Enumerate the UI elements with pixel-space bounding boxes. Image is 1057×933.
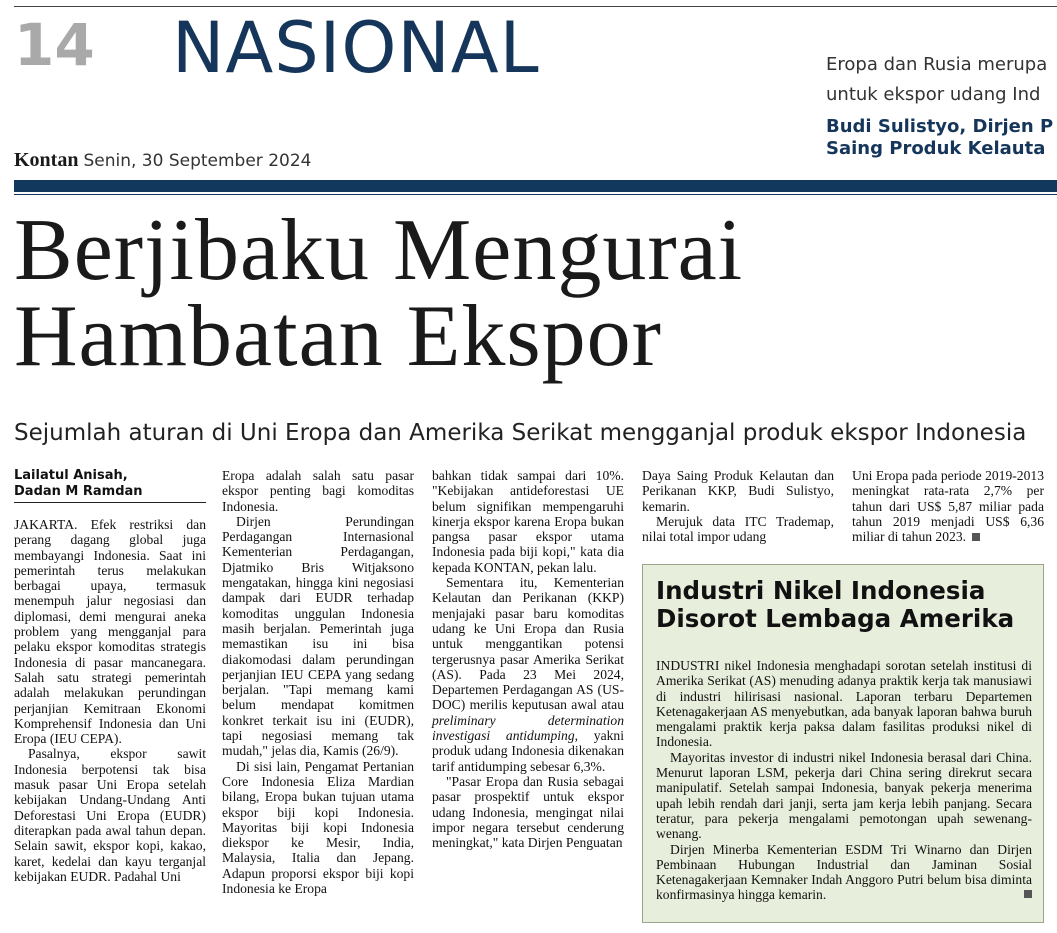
paragraph: Merujuk data ITC Trademap, nilai total impor udang — [642, 513, 834, 545]
teaser-attribution-line: Budi Sulistyo, Dirjen P — [826, 116, 1054, 137]
paragraph: Pasalnya, ekspor sawit Indonesia berpotensi tak bisa masuk pasar Uni Eropa setelah kebijakan Undang-Undang Anti Deforestasi Uni Eropa (EUDR) diterapkan pada awal tahun depan. Selain sawit, ekspor kopi, kakao, karet, kedelai dan kayu terganjal kebijakan EUDR. Padahal Uni — [14, 746, 206, 884]
brand-name: Kontan — [14, 149, 79, 171]
paragraph: Daya Saing Produk Kelautan dan Perikanan KKP, Budi Sulistyo, kemarin. — [642, 468, 834, 514]
teaser-attribution-line: Saing Produk Kelauta — [826, 138, 1046, 159]
page-number: 14 — [14, 11, 95, 79]
author-name: Lailatul Anisah, — [14, 468, 128, 483]
article-column-1 — [14, 468, 206, 884]
header-bar-thin — [14, 194, 1057, 195]
paragraph: bahkan tidak sampai dari 10%. "Kebijakan antideforestasi UE belum signifikan mempengaruhi kinerja ekspor karena Eropa bukan pangsa pasar ekspor utama Indonesia pada biji kopi," kata dia kepada KONTAN, pekan lalu. — [432, 468, 624, 575]
teaser — [826, 50, 1057, 160]
sidebar-title — [656, 577, 1014, 633]
paragraph-text: yakni produk udang Indonesia dikenakan tarif antidumping sebesar 6,3%. — [432, 728, 624, 774]
subheadline: Sejumlah aturan di Uni Eropa dan Amerika Serikat mengganjal produk ekspor Indonesia — [14, 420, 1027, 446]
sidebar-title-line: Disorot Lembaga Amerika — [656, 604, 1015, 633]
sidebar-box — [642, 564, 1044, 923]
article-column-3 — [432, 468, 624, 850]
article-column-2 — [222, 468, 414, 896]
paragraph: Mayoritas investor di industri nikel Indonesia berasal dari China. Menurut laporan LSM, pekerja dari China sering direkrut secara manipulatif. Setelah sampai Indonesia, banyak pekerja menerima upah lebih rendah dari janji, serta jam kerja lebih panjang. Secara teratur, para pekerja mengalami pemotongan upah sewenang-wenang. — [656, 749, 1032, 842]
masthead — [14, 147, 311, 174]
header-bar — [14, 180, 1057, 192]
teaser-quote-line: untuk ekspor udang Ind — [826, 84, 1041, 105]
end-mark-icon — [1024, 890, 1032, 898]
byline — [14, 468, 206, 503]
paragraph-text: Sementara itu, Kementerian Kelautan dan Perikanan (KKP) menjajaki pasar baru komoditas udang ke Uni Eropa dan Rusia untuk menggantikan potensi tergerusnya pasar Amerika Serikat (AS). Pada 23 Mei 2024, Departemen Perdagangan AS (US-DOC) merilis keputusan awal atau — [432, 575, 624, 713]
paragraph: "Pasar Eropa dan Rusia sebagai pasar prospektif untuk ekspor udang Indonesia, mengingat nilai impor negara tersebut cenderung meningkat," kata Dirjen Penguatan — [432, 773, 624, 851]
paragraph — [432, 575, 624, 774]
teaser-quote-line: Eropa dan Rusia merupa — [826, 54, 1048, 75]
paragraph — [852, 468, 1044, 544]
article-column-4 — [642, 468, 834, 544]
paragraph — [656, 842, 1032, 903]
paragraph: INDUSTRI nikel Indonesia menghadapi sorotan setelah institusi di Amerika Serikat (AS) menuding adanya praktik kerja tak manusiawi di industri hilirisasi nasional. Laporan terbaru Departemen Ketenagakerjaan AS menyebutkan, ada banyak laporan bahwa buruh mengalami praktik kerja paksa dalam fasilitas produksi nikel di Indonesia. — [656, 658, 1032, 750]
headline — [14, 202, 744, 385]
section-title: NASIONAL — [172, 7, 540, 89]
end-mark-icon — [972, 533, 980, 541]
paragraph-text: Dirjen Minerba Kementerian ESDM Tri Winarno dan Dirjen Pembinaan Hubungan Industrial dan Jaminan Sosial Ketenagakerjaan Kemnaker Indah Anggoro Putri belum bisa diminta konfirmasinya hingga kemarin. — [656, 841, 1032, 903]
headline-line: Berjibaku Mengurai — [14, 202, 744, 299]
paragraph: JAKARTA. Efek restriksi dan perang dagang global juga membayangi Indonesia. Saat ini pemerintah terus melakukan berbagai upaya, termasuk menempuh jalur negosiasi dan diplomasi, demi mengurai aneka problem yang mengganjal para pelaku ekspor komoditas strategis Indonesia di pasar mancanegara. Salah satu strategi pemerintah adalah melakukan perundingan perjanjian Kemitraan Ekonomi Komprehensif Indonesia dan Uni Eropa (IEU CEPA). — [14, 517, 206, 747]
paragraph: Di sisi lain, Pengamat Pertanian Core Indonesia Eliza Mardian bilang, Eropa bukan tujuan utama ekspor biji kopi Indonesia. Mayoritas biji kopi Indonesia diekspor ke Mesir, India, Malaysia, Italia dan Jepang. Adapun proporsi ekspor biji kopi Indonesia ke Eropa — [222, 758, 414, 897]
paragraph-text: Uni Eropa pada periode 2019-2013 meningkat rata-rata 2,7% per tahun dari US$ 5,87 miliar pada tahun 2019 menjadi US$ 6,36 miliar di tahun 2023. — [852, 468, 1044, 545]
sidebar-title-line: Industri Nikel Indonesia — [656, 576, 986, 605]
article-column-5 — [852, 468, 1044, 544]
paragraph: Eropa adalah salah satu pasar ekspor penting bagi komoditas Indonesia. — [222, 468, 414, 514]
headline-line: Hambatan Ekspor — [14, 288, 662, 385]
issue-date: Senin, 30 September 2024 — [83, 151, 312, 171]
author-name: Dadan M Ramdan — [14, 484, 143, 499]
paragraph: Dirjen Perundingan Perdagangan Internasional Kementerian Perdagangan, Djatmiko Bris Witjaksono mengatakan, hingga kini negosiasi dampak dari EUDR terhadap komoditas unggulan Indonesia masih berjalan. Pemerintah juga memastikan isu ini bisa diakomodasi dalam perundingan perjanjian IEU CEPA yang sedang berjalan. "Tapi memang kami belum mendapat komitmen konkret terkait isu ini (EUDR), tapi negosiasi memang tak mudah," jelas dia, Kamis (26/9). — [222, 513, 414, 759]
italic-term: preliminary determination investigasi antidumping, — [432, 712, 624, 744]
sidebar-body — [656, 658, 1032, 903]
